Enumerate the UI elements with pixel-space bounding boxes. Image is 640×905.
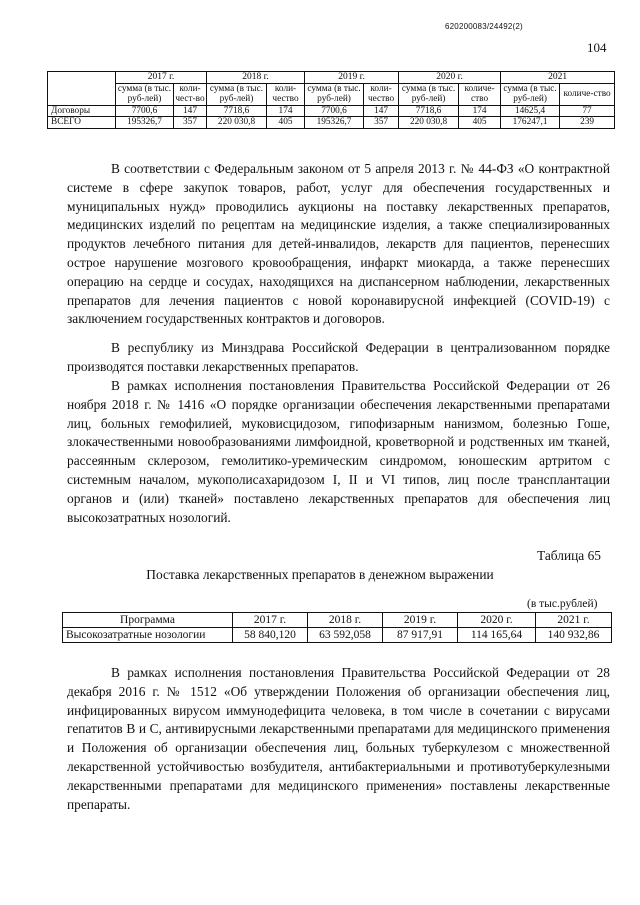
table-cell: 174 [459,105,501,117]
count-header: коли-чество [267,83,305,105]
year-header: 2020 г. [399,72,501,84]
sum-header: сумма (в тыс. руб-лей) [116,83,174,105]
table-cell: 405 [267,117,305,129]
table-cell: 220 030,8 [207,117,267,129]
table-row [48,105,615,117]
table-cell: 176247,1 [501,117,560,129]
row-label: ВСЕГО [48,117,116,129]
table-cell: 195326,7 [116,117,174,129]
count-header: количе-ство [560,83,615,105]
table-cell: 357 [174,117,207,129]
table-cell: 7700,6 [305,105,364,117]
year-header: 2019 г. [305,72,399,84]
table-cell: 14625,4 [501,105,560,117]
document-id: 620200083/24492(2) [445,22,523,31]
sum-header: сумма (в тыс. руб-лей) [207,83,267,105]
paragraph-resolution-1512: В рамках исполнения постановления Правительства Российской Федерации от 28 декабря 2016 г. № 1512 «Об утверждении Положения об организации обеспечения лиц, инфицированных вирусом иммунодефицита человека, в том числе в сочетании с вирусами гепатитов B и C, антивирусными лекарственными препаратами для медицинского применения и Положения об организации обеспечения лиц, больных туберкулезом с множественной лекарственной устойчивостью возбудителя, антибактериальными и противотуберкулезными лекарственными препаратами для медицинского применения» поставлены лекарственные препараты. [67,665,610,812]
row-label: Договоры [48,105,116,117]
sum-header: сумма (в тыс. руб-лей) [501,83,560,105]
paragraph-centralized-supply: В республику из Минздрава Российской Федерации в централизованном порядке производятся поставки лекарственных препаратов. [67,340,610,374]
count-header: коли-чество [364,83,399,105]
table-cell: 147 [174,105,207,117]
table-title: Поставка лекарственных препаратов в денежном выражении [146,567,494,582]
table-cell: 58 840,120 [233,628,308,643]
year-header: 2021 [501,72,615,84]
row-label: Высокозатратные нозологии [63,628,233,643]
table-cell: 77 [560,105,615,117]
table-number: Таблица 65 [537,548,601,563]
table-units: (в тыс.рублей) [527,598,598,610]
table-cell: 63 592,058 [308,628,383,643]
table-cell: 357 [364,117,399,129]
table-cell: 220 030,8 [399,117,459,129]
paragraph-resolution-1416: В рамках исполнения постановления Правительства Российской Федерации от 26 ноября 2018 г. № 1416 «О порядке организации обеспечения лекарственными препаратами лиц, больных гемофилией, муковисцидозом, гипофизарным нанизмом, болезнью Гоше, злокачественными новообразованиями лимфоидной, кроветворной и родственных им тканей, рассеянным склерозом, гемолитико-уремическим синдромом, юношеским артритом с системным началом, мукополисахаридозом I, II и VI типов, лиц после трансплантации органов и (или) тканей» поставлено лекарственных препаратов для обеспечения лиц высокозатратных нозологий. [67,378,610,525]
column-header: 2018 г. [308,613,383,628]
table-cell: 174 [267,105,305,117]
table-row [48,117,615,129]
contracts-table [47,71,615,129]
table-cell: 239 [560,117,615,129]
sum-header: сумма (в тыс. руб-лей) [399,83,459,105]
table-cell: 114 165,64 [458,628,536,643]
header-blank [48,72,116,106]
year-header: 2017 г. [116,72,207,84]
column-header: 2019 г. [383,613,458,628]
count-header: количе-ство [459,83,501,105]
table-header-row [63,613,612,628]
table-cell: 147 [364,105,399,117]
column-header: 2021 г. [536,613,612,628]
paragraph-federal-law: В соответствии с Федеральным законом от 5 апреля 2013 г. № 44-ФЗ «О контрактной системе в сфере закупок товаров, работ, услуг для обеспечения государственных и муниципальных нужд» проводились аукционы на поставку лекарственных препаратов, медицинских изделий по рецептам на медицинские изделия, а также специализированных продуктов лечебного питания для детей-инвалидов, лекарств для пациентов, перенесших острое нарушение мозгового кровообращения, инфаркт миокарда, а также перенесших операцию на сердце и сосудах, находящихся на диспансерном наблюдении, лекарственных препаратов для лечения пациентов с новой коронавирусной инфекцией (COVID-19) с заключением государственных контрактов и договоров. [67,161,610,327]
page-number: 104 [587,40,607,55]
count-header: коли-чест-во [175,83,205,104]
table-cell: 140 932,86 [536,628,612,643]
table-cell: 7718,6 [207,105,267,117]
table-cell: 7700,6 [116,105,174,117]
column-header: 2020 г. [458,613,536,628]
table-cell: 87 917,91 [383,628,458,643]
table-cell: 7718,6 [399,105,459,117]
year-header: 2018 г. [207,72,305,84]
table-cell: 405 [459,117,501,129]
column-header: 2017 г. [233,613,308,628]
table-cell: 195326,7 [305,117,364,129]
sum-header: сумма (в тыс. руб-лей) [305,83,364,105]
supply-table [62,612,612,643]
column-header: Программа [63,613,233,628]
table-row [63,628,612,643]
